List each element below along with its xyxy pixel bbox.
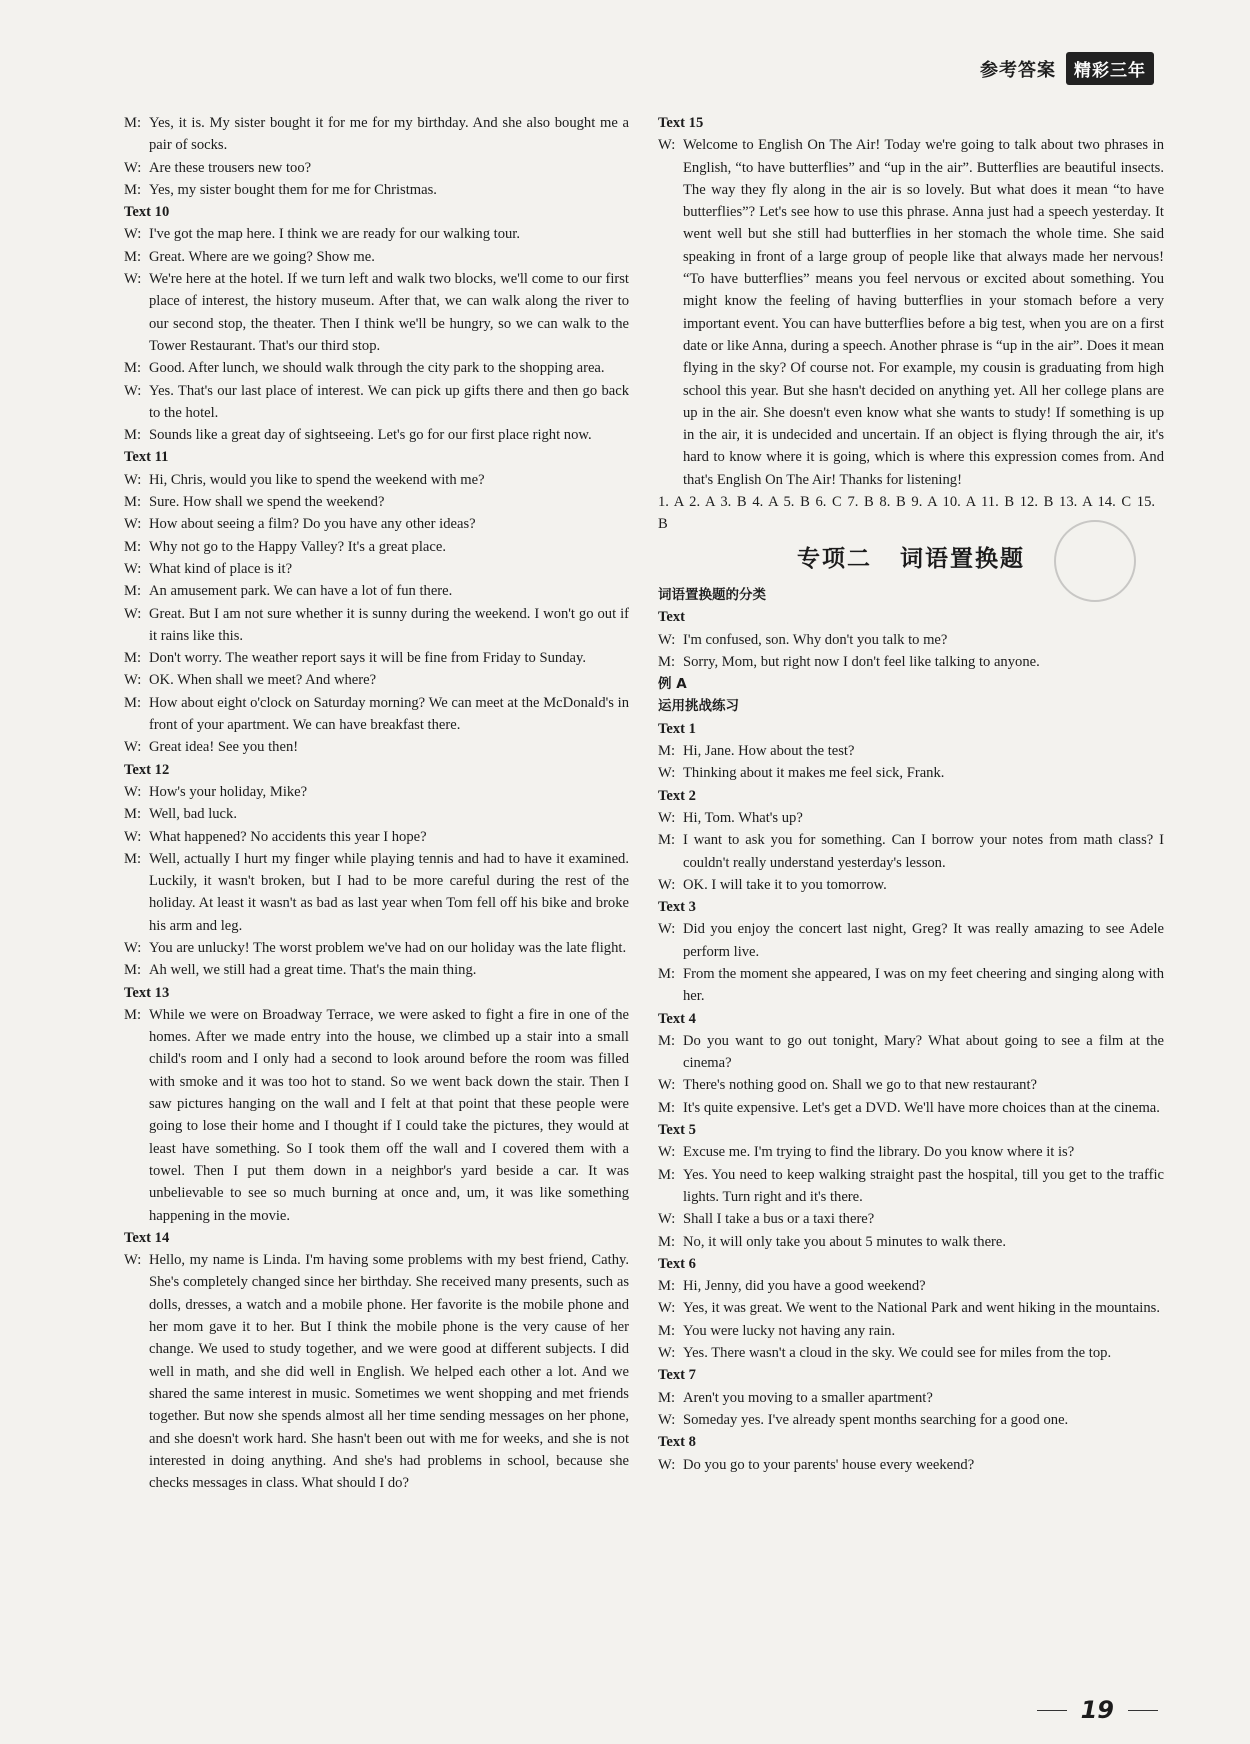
speaker-label: M: (124, 538, 142, 555)
dialogue-line (658, 1074, 1164, 1096)
dialogue-line (658, 1387, 1164, 1409)
dialogue-line (124, 469, 629, 491)
speaker-label: W: (658, 765, 676, 782)
dialogue-line (124, 580, 629, 602)
left-column (124, 112, 629, 1494)
dialogue-line (658, 1141, 1164, 1163)
dialogue-text: Yes. There wasn't a cloud in the sky. We could see for miles from the top. (683, 1345, 1112, 1362)
speaker-label: M: (124, 694, 142, 711)
speaker-label: M: (658, 1032, 676, 1049)
dialogue-line (124, 1004, 629, 1227)
dialogue-text: Shall I take a bus or a taxi there? (683, 1211, 875, 1228)
dialogue-line (658, 918, 1164, 963)
dialogue-text: I want to ask you for something. Can I borrow your notes from math class? I couldn't really understand yesterday's lesson. (683, 832, 1164, 871)
speaker-label: M: (124, 248, 142, 265)
speaker-label: M: (124, 806, 142, 823)
dialogue-text: Well, bad luck. (149, 806, 237, 823)
dialogue-line (658, 829, 1164, 874)
text-heading: Text 6 (658, 1255, 696, 1272)
footer-rule-right (1128, 1710, 1158, 1711)
text-heading: Text 8 (658, 1434, 696, 1451)
dialogue-text: Good. After lunch, we should walk through the city park to the shopping area. (149, 360, 605, 377)
section-subheading: 例 A (658, 676, 687, 693)
speaker-label: M: (124, 962, 142, 979)
dialogue-line (658, 874, 1164, 896)
dialogue-text: We're here at the hotel. If we turn left and walk two blocks, we'll come to our first place of interest, the history museum. After that, we can walk along the river to our second stop, the theater. Then I think we'll be hungry, so we can walk to the Tower Restaurant. That's our third stop. (149, 271, 629, 354)
speaker-label: W: (658, 1144, 676, 1161)
speaker-label: W: (124, 471, 142, 488)
speaker-label: M: (658, 653, 676, 670)
dialogue-line (124, 536, 629, 558)
dialogue-text: Hi, Jenny, did you have a good weekend? (683, 1278, 926, 1295)
dialogue-line (658, 651, 1164, 673)
page-number: 19 (1080, 1696, 1114, 1724)
dialogue-line (124, 826, 629, 848)
text-heading: Text 12 (124, 761, 170, 778)
speaker-label: W: (124, 226, 142, 243)
speaker-label: W: (658, 137, 676, 154)
dialogue-line (658, 762, 1164, 784)
speaker-label: W: (658, 1077, 676, 1094)
dialogue-text: Yes, it was great. We went to the National Park and went hiking in the mountains. (683, 1300, 1160, 1317)
dialogue-text: OK. When shall we meet? And where? (149, 672, 377, 689)
dialogue-line (124, 424, 629, 446)
section-number: 专项二 (797, 545, 872, 572)
text-heading: Text 1 (658, 720, 696, 737)
dialogue-text: Yes. You need to keep walking straight past the hospital, till you get to the traffic lights. Turn right and it's there. (683, 1166, 1164, 1205)
text-heading: Text 13 (124, 984, 170, 1001)
dialogue-line (124, 558, 629, 580)
dialogue-line (124, 112, 629, 157)
speaker-label: M: (658, 1322, 676, 1339)
speaker-label: W: (124, 1252, 142, 1269)
speaker-label: W: (124, 560, 142, 577)
dialogue-text: How about eight o'clock on Saturday morning? We can meet at the McDonald's in front of your apartment. We can have breakfast there. (149, 694, 629, 734)
speaker-label: W: (124, 939, 142, 956)
speaker-label: M: (658, 743, 676, 760)
dialogue-text: Aren't you moving to a smaller apartment? (683, 1389, 933, 1406)
speaker-label: W: (658, 809, 676, 826)
speaker-label: W: (124, 159, 142, 176)
speaker-label: M: (124, 181, 142, 198)
dialogue-text: Don't worry. The weather report says it will be fine from Friday to Sunday. (149, 650, 586, 667)
text-heading: Text 7 (658, 1367, 696, 1384)
dialogue-text: What kind of place is it? (149, 560, 293, 577)
dialogue-text: I'm confused, son. Why don't you talk to me? (683, 631, 948, 648)
dialogue-text: Yes, my sister bought them for me for Christmas. (149, 181, 437, 198)
dialogue-text: Ah well, we still had a great time. That's the main thing. (149, 962, 477, 979)
dialogue-text: Do you want to go out tonight, Mary? What about going to see a film at the cinema? (683, 1032, 1164, 1072)
dialogue-text: Hello, my name is Linda. I'm having some problems with my best friend, Cathy. She's completely changed since her birthday. She received many presents, such as dolls, dresses, a watch and a mobile phone. Her favorite is the mobile phone and her mom gave it to her. But I think the mobile phone is the very cause of her change. We used to study together, and we were good at different subjects. I did well in math, and she did well in English. We helped each other a lot. And we shared the same interest in music. Sometimes we went shopping and met friends together. But now she spends almost all her time sending messages on her phone, and she doesn't work hard. She hasn't been out with me for weeks, and she is not interested in doing anything. And she's had problems in school, because she checks messages in class. What should I do? (149, 1252, 629, 1492)
dialogue-line (124, 491, 629, 513)
speaker-label: W: (124, 605, 142, 622)
speaker-label: M: (658, 1099, 676, 1116)
dialogue-line (124, 157, 629, 179)
dialogue-line (124, 603, 629, 648)
speaker-label: M: (124, 427, 142, 444)
dialogue-line (658, 1320, 1164, 1342)
dialogue-text: Yes. That's our last place of interest. We can pick up gifts there and then go back to the hotel. (149, 382, 629, 421)
dialogue-line (658, 1164, 1164, 1209)
dialogue-text: Hi, Jane. How about the test? (683, 743, 855, 760)
page-header (980, 52, 1154, 85)
dialogue-line (658, 1231, 1164, 1253)
dialogue-line (124, 268, 629, 357)
speaker-label: M: (658, 1166, 676, 1183)
dialogue-text: While we were on Broadway Terrace, we were asked to fight a fire in one of the homes. After we made entry into the house, we climbed up a stair into a small child's room and I only had a second to look around before the room was filled with smoke and it was too hot to stand. So we went back down the stair. Then I saw pictures hanging on the wall and I felt at that point that these people were going to lose their home and I thought if I could take the pictures, they would at least have something. So I took them off the wall and I covered them with a towel. Then I put them down in a neighbor's yard beside a car. It was unbelievable to see so much burning at once and, um, it was like something happening in the movie. (149, 1006, 629, 1224)
dialogue-line (658, 740, 1164, 762)
speaker-label: W: (124, 739, 142, 756)
dialogue-text: There's nothing good on. Shall we go to that new restaurant? (683, 1077, 1038, 1094)
dialogue-text: What happened? No accidents this year I hope? (149, 828, 427, 845)
dialogue-text: Hi, Chris, would you like to spend the weekend with me? (149, 471, 485, 488)
answer-key-label: 参考答案 (980, 59, 1056, 81)
speaker-label: W: (658, 631, 676, 648)
speaker-label: M: (124, 650, 142, 667)
speaker-label: M: (124, 494, 142, 511)
dialogue-line (658, 1097, 1164, 1119)
dialogue-text: How's your holiday, Mike? (149, 783, 308, 800)
dialogue-text: An amusement park. We can have a lot of fun there. (149, 583, 453, 600)
speaker-label: M: (658, 1389, 676, 1406)
dialogue-text: Do you go to your parents' house every weekend? (683, 1456, 975, 1473)
stamp-seal (1054, 520, 1136, 602)
dialogue-line (124, 692, 629, 737)
speaker-label: W: (658, 1300, 676, 1317)
speaker-label: M: (124, 360, 142, 377)
speaker-label: M: (124, 850, 142, 867)
speaker-label: W: (124, 783, 142, 800)
dialogue-text: How about seeing a film? Do you have any other ideas? (149, 516, 476, 533)
text-heading: Text 2 (658, 787, 696, 804)
dialogue-line (124, 513, 629, 535)
footer-rule-left (1037, 1710, 1067, 1711)
dialogue-text: Yes, it is. My sister bought it for me for my birthday. And she also bought me a pair of socks. (149, 115, 629, 154)
dialogue-text: It's quite expensive. Let's get a DVD. We'll have more choices than at the cinema. (683, 1099, 1160, 1116)
speaker-label: M: (658, 965, 676, 982)
dialogue-line (658, 1275, 1164, 1297)
text-heading: Text 14 (124, 1229, 170, 1246)
dialogue-text: Did you enjoy the concert last night, Greg? It was really amazing to see Adele perform live. (683, 921, 1164, 960)
dialogue-line (658, 1297, 1164, 1319)
dialogue-line (124, 803, 629, 825)
dialogue-line (124, 380, 629, 425)
dialogue-text: Why not go to the Happy Valley? It's a great place. (149, 538, 446, 555)
dialogue-line (658, 807, 1164, 829)
section-name: 词语置换题 (900, 545, 1025, 572)
dialogue-text: Are these trousers new too? (149, 159, 312, 176)
dialogue-text: Great idea! See you then! (149, 739, 299, 756)
dialogue-line (124, 937, 629, 959)
dialogue-line (124, 736, 629, 758)
dialogue-text: Welcome to English On The Air! Today we're going to talk about two phrases in English, “to have butterflies” and “up in the air”. Butterflies are beautiful insects. The way they fly along in the air is so lovely. But what does it mean “to have butterflies”? Let's see how to use this phrase. Anna just had a speech yesterday. It went well but she still had butterflies in her stomach the whole time. She said speaking in front of a large group of people like that always made her nervous! “To have butterflies” means you feel nervous or excited about something. You might know the feeling of having butterflies in your stomach before a very important event. You can have butterflies before a big test, when you are on a first date or like Anna, during a speech. Another phrase is “up in the air”. Does it mean flying in the sky? Of course not. For example, my cousin is graduating from high school this year. But she hasn't decided on anything yet. All her college plans are up in the air. She doesn't even know what she wants to study! If something is up in the air, it is undecided and uncertain. If an object is flying through the air, it's hard to know where it is going, which is where this expression comes from. And that's English On The Air! Thanks for listening! (683, 137, 1164, 488)
speaker-label: W: (124, 672, 142, 689)
dialogue-line (124, 223, 629, 245)
dialogue-line (124, 246, 629, 268)
speaker-label: M: (658, 1278, 676, 1295)
section-subheading: 运用挑战练习 (658, 698, 739, 715)
dialogue-line (124, 781, 629, 803)
speaker-label: W: (124, 271, 142, 288)
dialogue-line (658, 134, 1164, 491)
speaker-label: W: (658, 1456, 676, 1473)
dialogue-line (658, 1030, 1164, 1075)
speaker-label: W: (658, 1411, 676, 1428)
dialogue-line (658, 963, 1164, 1008)
dialogue-text: No, it will only take you about 5 minutes to walk there. (683, 1233, 1007, 1250)
speaker-label: M: (658, 1233, 676, 1250)
dialogue-line (658, 1454, 1164, 1476)
dialogue-line (658, 1208, 1164, 1230)
dialogue-text: You are unlucky! The worst problem we've had on our holiday was the late flight. (149, 939, 627, 956)
dialogue-line (124, 357, 629, 379)
dialogue-text: OK. I will take it to you tomorrow. (683, 876, 887, 893)
dialogue-line (124, 179, 629, 201)
dialogue-text: From the moment she appeared, I was on my feet cheering and singing along with her. (683, 965, 1164, 1005)
dialogue-line (124, 647, 629, 669)
brand-logo: 精彩三年 (1066, 52, 1154, 85)
dialogue-text: I've got the map here. I think we are ready for our walking tour. (149, 226, 520, 243)
dialogue-text: Great. But I am not sure whether it is sunny during the weekend. I won't go out if it rains like this. (149, 605, 629, 644)
dialogue-text: Excuse me. I'm trying to find the library. Do you know where it is? (683, 1144, 1075, 1161)
speaker-label: W: (124, 828, 142, 845)
dialogue-text: Great. Where are we going? Show me. (149, 248, 375, 265)
dialogue-line (124, 1249, 629, 1494)
page-footer (1037, 1696, 1158, 1724)
speaker-label: W: (658, 1345, 676, 1362)
text-heading: Text 10 (124, 204, 170, 221)
speaker-label: M: (124, 1006, 142, 1023)
text-heading: Text 4 (658, 1010, 696, 1027)
speaker-label: M: (124, 115, 142, 131)
dialogue-line (124, 959, 629, 981)
speaker-label: W: (124, 382, 142, 399)
dialogue-text: Thinking about it makes me feel sick, Frank. (683, 765, 945, 782)
dialogue-line (124, 848, 629, 937)
speaker-label: M: (658, 832, 676, 849)
text-heading: Text (658, 609, 686, 626)
speaker-label: W: (658, 1211, 676, 1228)
dialogue-text: Well, actually I hurt my finger while playing tennis and had to have it examined. Luckily, it wasn't broken, but I had to be more careful during the rest of the holiday. At least it wasn't as bad as last year when Tom fell off his bike and broke his arm and leg. (149, 850, 629, 934)
right-column (658, 112, 1164, 1476)
dialogue-line (658, 1409, 1164, 1431)
speaker-label: W: (124, 516, 142, 533)
dialogue-line (658, 1342, 1164, 1364)
dialogue-text: Hi, Tom. What's up? (683, 809, 803, 826)
text-heading: Text 3 (658, 899, 696, 916)
speaker-label: W: (658, 876, 676, 893)
speaker-label: M: (124, 583, 142, 600)
dialogue-line (658, 629, 1164, 651)
text-heading: Text 11 (124, 449, 169, 466)
dialogue-line (124, 669, 629, 691)
text-heading: Text 15 (658, 115, 704, 131)
dialogue-text: You were lucky not having any rain. (683, 1322, 896, 1339)
dialogue-text: Someday yes. I've already spent months searching for a good one. (683, 1411, 1069, 1428)
section-subheading: 词语置换题的分类 (658, 586, 766, 603)
dialogue-text: Sorry, Mom, but right now I don't feel like talking to anyone. (683, 653, 1040, 670)
dialogue-text: Sure. How shall we spend the weekend? (149, 494, 385, 511)
dialogue-text: Sounds like a great day of sightseeing. Let's go for our first place right now. (149, 427, 592, 444)
text-heading: Text 5 (658, 1122, 696, 1139)
answer-list: 1. A 2. A 3. B 4. A 5. B 6. C 7. B 8. B 9. A 10. A 11. B 12. B 13. A 14. C 15. B (658, 494, 1156, 533)
speaker-label: W: (658, 921, 676, 938)
